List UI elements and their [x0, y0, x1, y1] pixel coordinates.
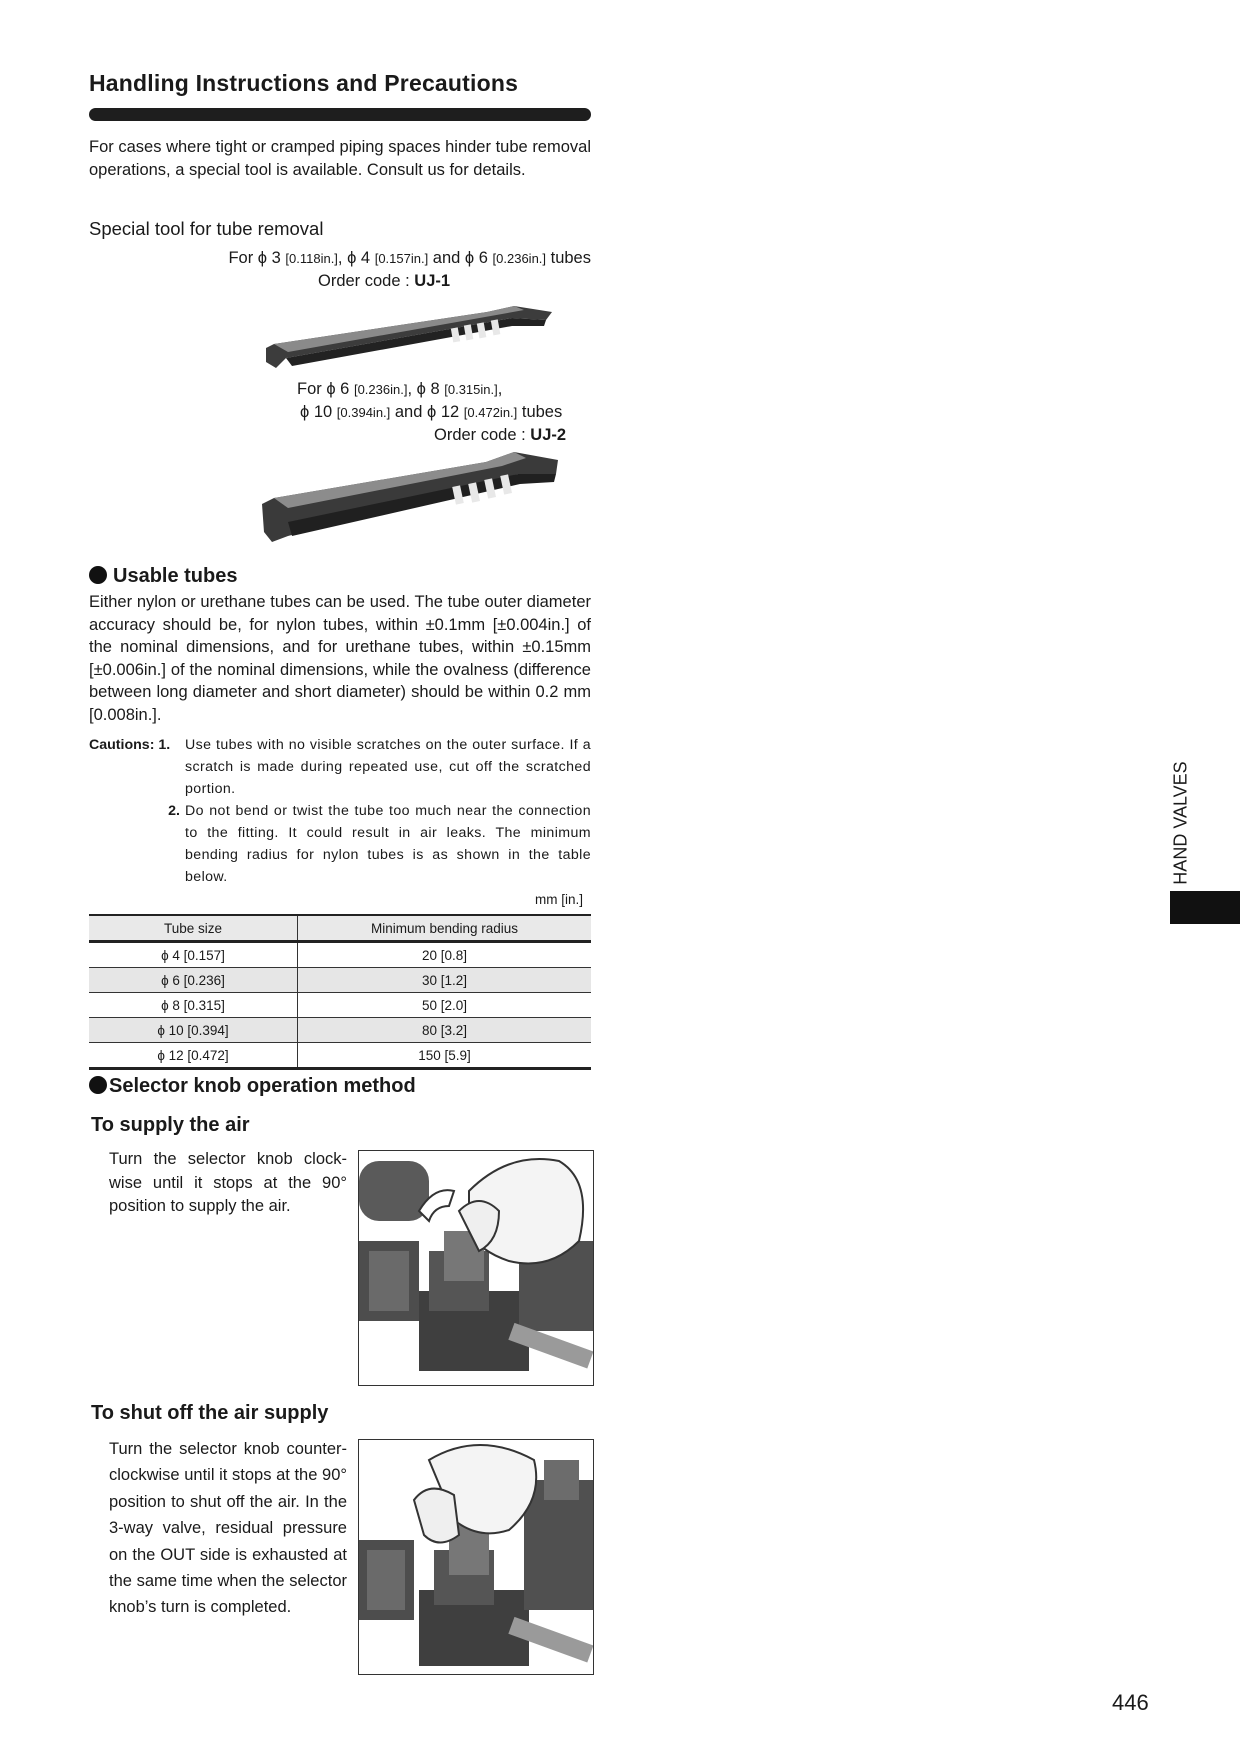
bending-radius-cell: 30 [1.2]	[298, 968, 592, 993]
caution-item	[89, 800, 591, 888]
title-underline-bar	[89, 108, 591, 121]
tube-size-cell: ϕ 4 [0.157]	[89, 942, 298, 968]
column-header: Minimum bending radius	[298, 915, 592, 942]
usable-tubes-heading	[89, 565, 237, 588]
intro-paragraph: For cases where tight or cramped piping spaces hinder tube removal operations, a special tool is available. Consult us for details.	[89, 138, 591, 179]
table-unit: mm [in.]	[535, 892, 584, 907]
uj2-tube-sizes-line2	[300, 401, 562, 424]
uj2-size-2: ϕ 8	[416, 380, 440, 398]
cautions-list	[89, 734, 591, 888]
uj1-tool-image	[262, 306, 562, 372]
uj2-size-2-inch: [0.315in.]	[444, 382, 498, 397]
shutoff-paragraph: Turn the selector knob counter-clockwise until it stops at the 90° position to shut off the air. In the 3-way valve, residual pressure on the OUT side is exhausted at the same time when the selector knob’s turn is completed.	[109, 1440, 347, 1617]
side-tab-marker	[1170, 891, 1240, 924]
bending-radius-cell: 50 [2.0]	[298, 993, 592, 1018]
uj1-order-code-line	[318, 270, 450, 292]
bullet-icon	[89, 1076, 107, 1094]
uj2-order-label: Order code :	[434, 426, 531, 444]
uj2-for: For	[297, 380, 327, 398]
selector-heading-text: Selector knob operation method	[109, 1075, 416, 1097]
supply-paragraph: Turn the selector knob clock-wise until it stops at the 90° position to supply the air.	[109, 1150, 347, 1215]
caution-number: 2.	[168, 803, 180, 819]
tube-size-cell: ϕ 8 [0.315]	[89, 993, 298, 1018]
bullet-icon	[89, 566, 107, 584]
selector-heading	[89, 1075, 416, 1098]
supply-air-illustration	[358, 1150, 594, 1386]
uj1-tubes: tubes	[550, 249, 591, 267]
usable-tubes-heading-text: Usable tubes	[113, 565, 238, 587]
caution-text: Do not bend or twist the tube too much near the connection to the fitting. It could result in air leaks. The minimum bending radius for nylon tubes is as shown in the table below.	[185, 803, 591, 885]
uj1-size-3: ϕ 6	[464, 249, 488, 267]
uj1-size-2: ϕ 4	[347, 249, 371, 267]
side-tab-label	[1166, 760, 1196, 885]
uj2-tubes: tubes	[521, 403, 563, 421]
tube-size-cell: ϕ 6 [0.236]	[89, 968, 298, 993]
hand-turning-knob-image	[359, 1151, 593, 1385]
shutoff-air-illustration	[358, 1439, 594, 1675]
tube-size-cell: ϕ 12 [0.472]	[89, 1043, 298, 1069]
page-title: Handling Instructions and Precautions	[89, 70, 519, 96]
uj1-size-1: ϕ 3	[257, 249, 281, 267]
bending-radius-cell: 150 [5.9]	[298, 1043, 592, 1069]
caution-text: Use tubes with no visible scratches on the outer surface. If a scratch is made during repeated use, cut off the scratched portion.	[185, 737, 591, 797]
uj1-for: For	[228, 249, 258, 267]
column-header: Tube size	[89, 915, 298, 942]
bending-radius-cell: 20 [0.8]	[298, 942, 592, 968]
table-header-row	[89, 915, 591, 942]
uj1-and: and	[432, 249, 461, 267]
cautions-label	[89, 734, 185, 800]
special-tool-heading: Special tool for tube removal	[89, 218, 324, 239]
uj1-order-label: Order code :	[318, 272, 415, 290]
caution-item	[89, 734, 591, 800]
uj1-size-2-inch: [0.157in.]	[374, 251, 429, 266]
table-row	[89, 942, 591, 968]
supply-heading: To supply the air	[91, 1114, 250, 1136]
caution-number: 1.	[158, 737, 171, 753]
uj1-size-3-inch: [0.236in.]	[492, 251, 547, 266]
uj2-order-code: UJ-2	[530, 426, 567, 444]
uj2-and: and	[394, 403, 423, 421]
uj2-size-3: ϕ 10	[300, 403, 333, 421]
uj2-order-code-line	[434, 424, 566, 446]
uj2-size-1-inch: [0.236in.]	[353, 382, 408, 397]
tube-size-cell: ϕ 10 [0.394]	[89, 1018, 298, 1043]
page-number: 446	[1112, 1690, 1149, 1715]
uj2-size-1: ϕ 6	[326, 380, 350, 398]
hand-turning-knob-image	[359, 1440, 593, 1674]
uj2-size-4: ϕ 12	[427, 403, 460, 421]
usable-tubes-paragraph: Either nylon or urethane tubes can be used. The tube outer diameter accuracy should be, for nylon tubes, within ±0.1mm [±0.004in.] of the nominal dimensions, and for urethane tubes, within ±0.15mm [±0.006in.] of the nominal dimensions, while the ovalness (difference between long diameter and short diameter) should be within 0.2 mm [0.008in.].	[89, 593, 591, 724]
table-row	[89, 1018, 591, 1043]
table-row	[89, 993, 591, 1018]
shutoff-heading: To shut off the air supply	[91, 1402, 329, 1424]
uj1-size-1-inch: [0.118in.]	[285, 251, 338, 266]
cautions-label-text: Cautions:	[89, 737, 155, 753]
uj2-size-4-inch: [0.472in.]	[463, 405, 518, 420]
uj1-order-code: UJ-1	[414, 272, 451, 290]
side-tab-text: HAND VALVES	[1170, 760, 1191, 885]
uj1-tube-sizes: For ϕ 3 [0.118in.], ϕ 4 [0.157in.] and ϕ 6 [0.236in.] tubes	[228, 249, 591, 267]
uj2-tool-image	[258, 452, 568, 546]
table-row	[89, 968, 591, 993]
bending-radius-cell: 80 [3.2]	[298, 1018, 592, 1043]
table-row	[89, 1043, 591, 1069]
uj2-size-3-inch: [0.394in.]	[336, 405, 391, 420]
uj2-tube-sizes-line1: For ϕ 6 [0.236in.], ϕ 8 [0.315in.],	[297, 380, 503, 398]
bending-radius-table	[89, 914, 591, 1070]
